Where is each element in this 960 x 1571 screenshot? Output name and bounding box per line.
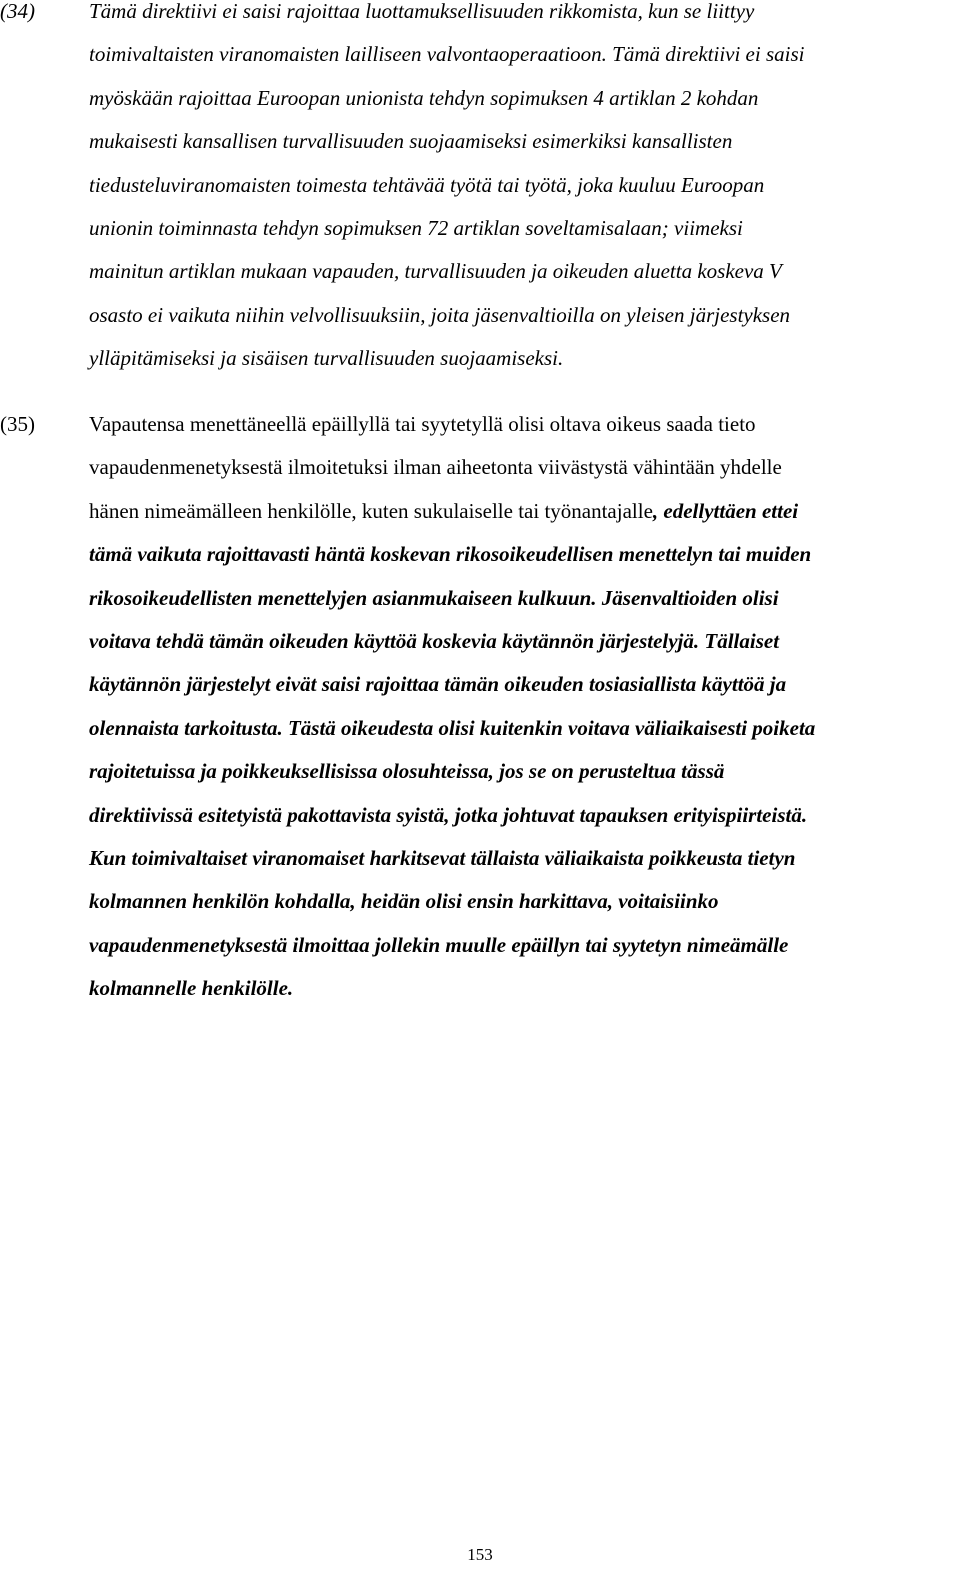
amended-text-line: käytännön järjestelyt eivät saisi rajoittaa tämän oikeuden tosiasiallista käyttöä ja bbox=[89, 672, 787, 697]
page-number: 153 bbox=[467, 1545, 493, 1564]
amended-text-line: rajoitetuissa ja poikkeuksellisissa olosuhteissa, jos se on perusteltua tässä bbox=[89, 759, 725, 784]
text-line: mainitun artiklan mukaan vapauden, turvallisuuden ja oikeuden aluetta koskeva V bbox=[89, 259, 782, 284]
amended-text-line: kolmannelle henkilölle. bbox=[89, 976, 294, 1001]
amended-text-line: direktiivissä esitetyistä pakottavista syistä, jotka johtuvat tapauksen erityispiirteistä. bbox=[89, 802, 808, 827]
recital-number: (34) bbox=[0, 0, 35, 23]
text-line: mukaisesti kansallisen turvallisuuden suojaamiseksi esimerkiksi kansallisten bbox=[89, 129, 733, 154]
text-line bbox=[89, 490, 957, 533]
recital-number: (35) bbox=[0, 412, 35, 436]
text-line: myöskään rajoittaa Euroopan unionista tehdyn sopimuksen 4 artiklan 2 kohdan bbox=[89, 85, 759, 110]
text-line: osasto ei vaikuta niihin velvollisuuksiin, joita jäsenvaltioilla on yleisen järjestyksen bbox=[89, 302, 791, 327]
amended-text: , edellyttäen ettei bbox=[652, 498, 799, 523]
amended-text-line: tämä vaikuta rajoittavasti häntä koskevan rikosoikeudellisen menettelyn tai muiden bbox=[89, 542, 812, 567]
amended-text-line: vapaudenmenetyksestä ilmoittaa jollekin muulle epäillyn tai syytetyn nimeämälle bbox=[89, 932, 789, 957]
amended-text-line: kolmannen henkilön kohdalla, heidän olisi ensin harkittava, voitaisiinko bbox=[89, 889, 719, 914]
amended-text-line: voitava tehdä tämän oikeuden käyttöä koskevia käytännön järjestelyjä. Tällaiset bbox=[89, 629, 780, 654]
amended-text-line: Kun toimivaltaiset viranomaiset harkitsevat tällaista väliaikaista poikkeusta tietyn bbox=[89, 846, 796, 871]
text-line: unionin toiminnasta tehdyn sopimuksen 72 artiklan soveltamisalaan; viimeksi bbox=[89, 216, 743, 241]
recital-text bbox=[89, 0, 957, 381]
text-line: tiedusteluviranomaisten toimesta tehtävää työtä tai työtä, joka kuuluu Euroopan bbox=[89, 172, 765, 197]
amended-text-line: olennaista tarkoitusta. Tästä oikeudesta olisi kuitenkin voitava väliaikaisesti poiketa bbox=[89, 715, 816, 740]
amended-text-line: rikosoikeudellisten menettelyjen asianmukaiseen kulkuun. Jäsenvaltioiden olisi bbox=[89, 585, 779, 610]
text-line: vapaudenmenetyksestä ilmoitetuksi ilman aiheetonta viivästystä vähintään yhdelle bbox=[89, 455, 782, 480]
text-line: ylläpitämiseksi ja sisäisen turvallisuuden suojaamiseksi. bbox=[89, 346, 564, 371]
recital-text bbox=[89, 403, 957, 1011]
text-line: Tämä direktiivi ei saisi rajoittaa luottamuksellisuuden rikkomista, kun se liittyy bbox=[89, 0, 755, 23]
plain-text: hänen nimeämälleen henkilölle, kuten sukulaiselle tai työnantajalle bbox=[89, 498, 653, 523]
text-line: toimivaltaisten viranomaisten lailliseen valvontaoperaatioon. Tämä direktiivi ei saisi bbox=[89, 42, 805, 67]
text-line: Vapautensa menettäneellä epäillyllä tai syytetyllä olisi oltava oikeus saada tieto bbox=[89, 412, 756, 436]
